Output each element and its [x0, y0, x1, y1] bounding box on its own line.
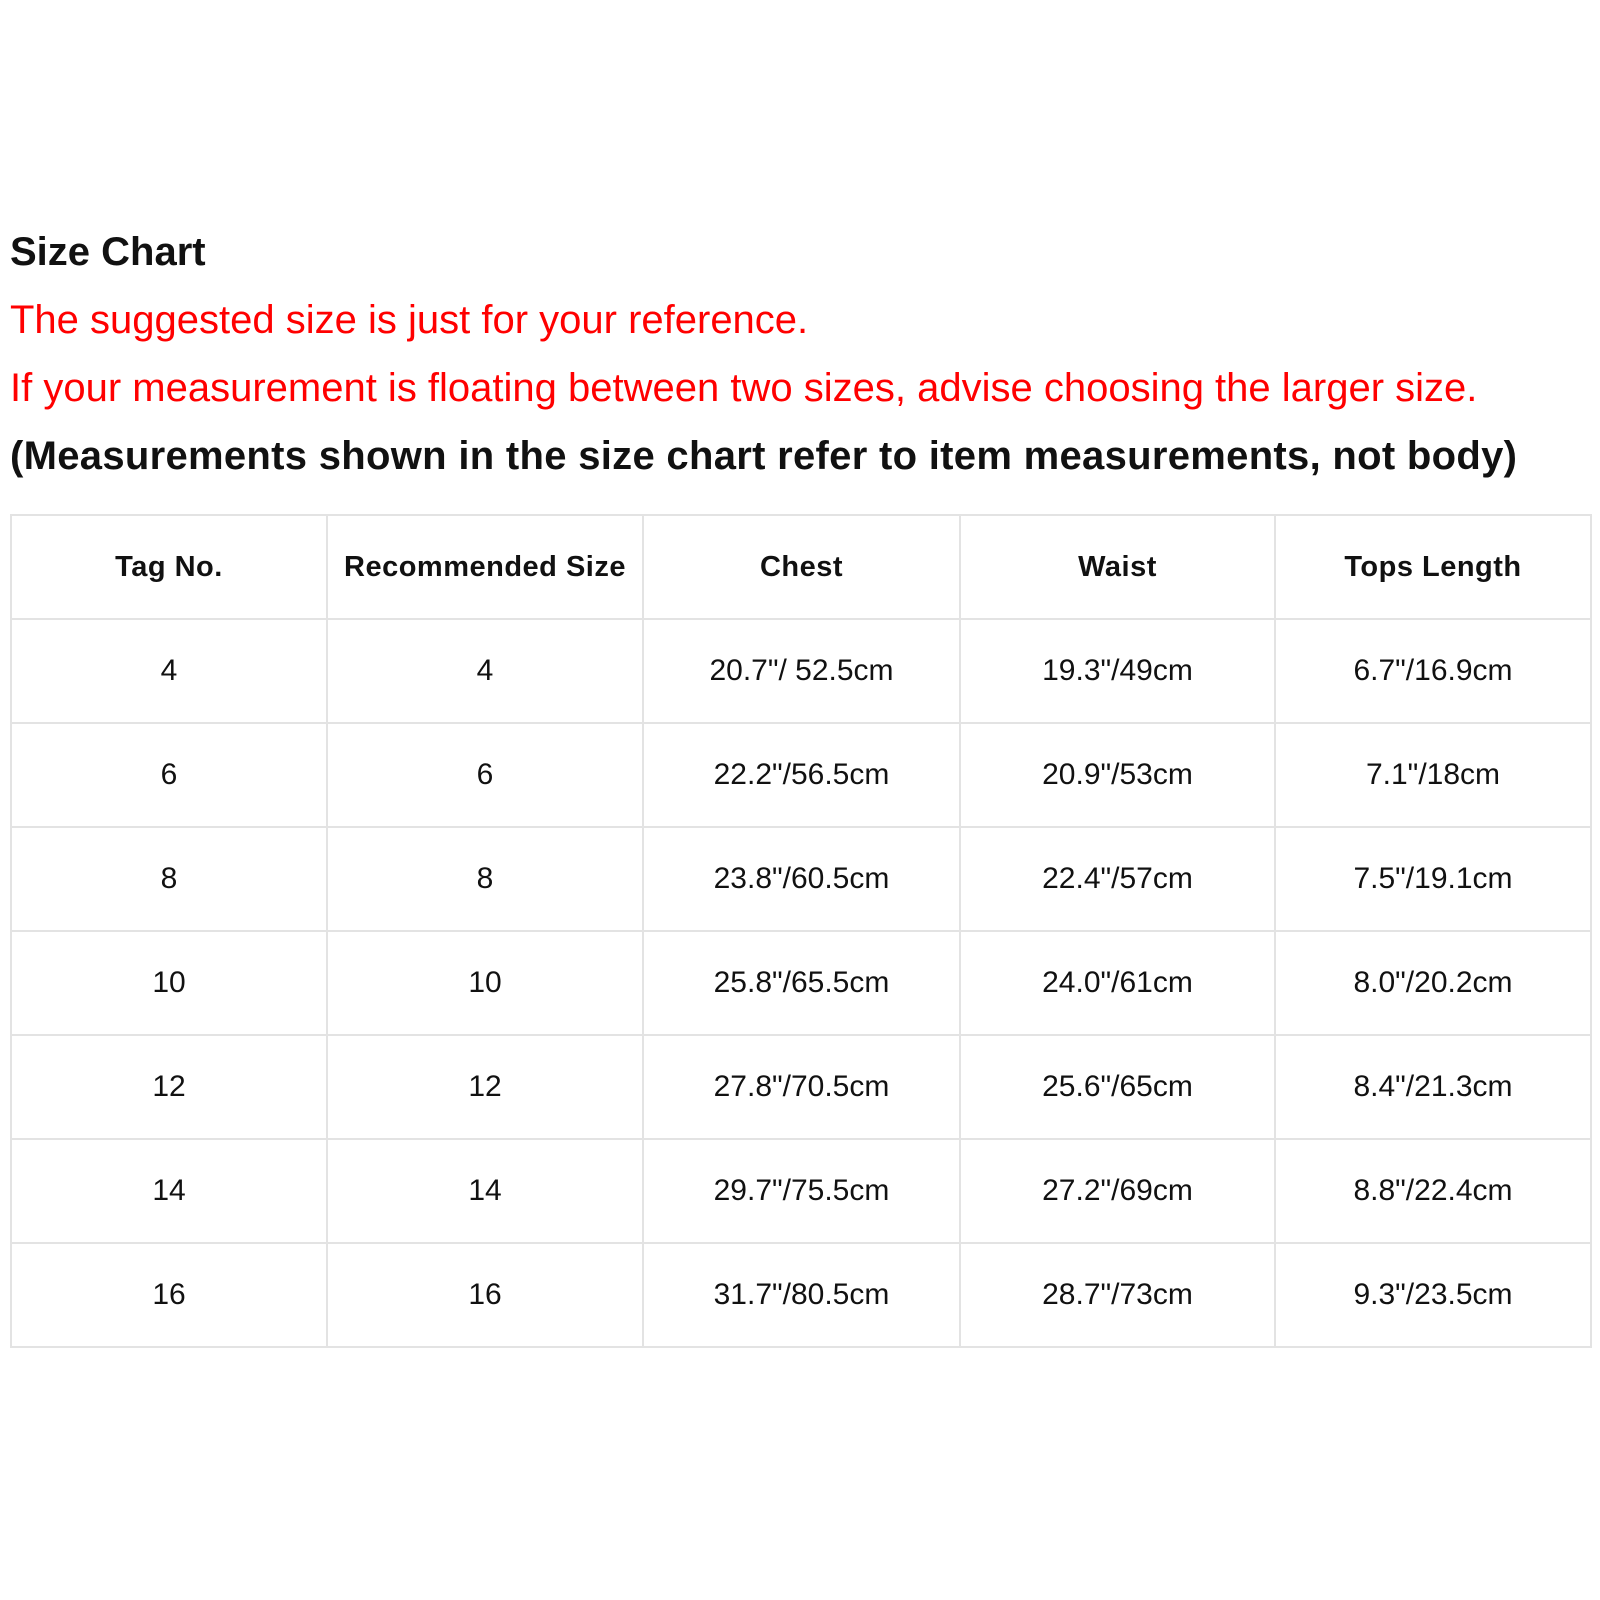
cell-waist: 22.4"/57cm — [960, 827, 1275, 931]
cell-tag-no: 4 — [11, 619, 327, 723]
cell-tops-length: 8.4"/21.3cm — [1275, 1035, 1591, 1139]
cell-chest: 31.7"/80.5cm — [643, 1243, 960, 1347]
cell-chest: 20.7"/ 52.5cm — [643, 619, 960, 723]
cell-tops-length: 7.5"/19.1cm — [1275, 827, 1591, 931]
cell-chest: 25.8"/65.5cm — [643, 931, 960, 1035]
cell-recommended-size: 4 — [327, 619, 643, 723]
header-chest: Chest — [643, 515, 960, 619]
cell-waist: 19.3"/49cm — [960, 619, 1275, 723]
table-row — [11, 931, 1591, 1035]
cell-waist: 28.7"/73cm — [960, 1243, 1275, 1347]
cell-chest: 27.8"/70.5cm — [643, 1035, 960, 1139]
cell-recommended-size: 14 — [327, 1139, 643, 1243]
cell-recommended-size: 12 — [327, 1035, 643, 1139]
cell-chest: 23.8"/60.5cm — [643, 827, 960, 931]
reference-note: The suggested size is just for your reference. — [10, 298, 809, 342]
header-tag-no: Tag No. — [11, 515, 327, 619]
cell-tops-length: 9.3"/23.5cm — [1275, 1243, 1591, 1347]
cell-waist: 25.6"/65cm — [960, 1035, 1275, 1139]
cell-tag-no: 12 — [11, 1035, 327, 1139]
table-row — [11, 1035, 1591, 1139]
table-row — [11, 619, 1591, 723]
cell-tops-length: 7.1"/18cm — [1275, 723, 1591, 827]
table-row — [11, 827, 1591, 931]
table-row — [11, 723, 1591, 827]
page-title: Size Chart — [10, 230, 206, 274]
cell-tops-length: 8.8"/22.4cm — [1275, 1139, 1591, 1243]
table-header-row — [11, 515, 1591, 619]
sizing-advice-note: If your measurement is floating between two sizes, advise choosing the larger size. — [10, 366, 1478, 410]
cell-waist: 20.9"/53cm — [960, 723, 1275, 827]
header-tops-length: Tops Length — [1275, 515, 1591, 619]
cell-tops-length: 6.7"/16.9cm — [1275, 619, 1591, 723]
size-chart-table — [10, 514, 1592, 1348]
cell-chest: 29.7"/75.5cm — [643, 1139, 960, 1243]
table-row — [11, 1243, 1591, 1347]
header-recommended-size: Recommended Size — [327, 515, 643, 619]
header-waist: Waist — [960, 515, 1275, 619]
cell-tops-length: 8.0"/20.2cm — [1275, 931, 1591, 1035]
cell-waist: 24.0"/61cm — [960, 931, 1275, 1035]
cell-tag-no: 16 — [11, 1243, 327, 1347]
table-row — [11, 1139, 1591, 1243]
cell-waist: 27.2"/69cm — [960, 1139, 1275, 1243]
cell-tag-no: 6 — [11, 723, 327, 827]
cell-tag-no: 8 — [11, 827, 327, 931]
cell-recommended-size: 8 — [327, 827, 643, 931]
measurement-disclaimer: (Measurements shown in the size chart refer to item measurements, not body) — [10, 434, 1518, 478]
cell-recommended-size: 16 — [327, 1243, 643, 1347]
cell-recommended-size: 6 — [327, 723, 643, 827]
cell-recommended-size: 10 — [327, 931, 643, 1035]
cell-tag-no: 10 — [11, 931, 327, 1035]
cell-chest: 22.2"/56.5cm — [643, 723, 960, 827]
cell-tag-no: 14 — [11, 1139, 327, 1243]
